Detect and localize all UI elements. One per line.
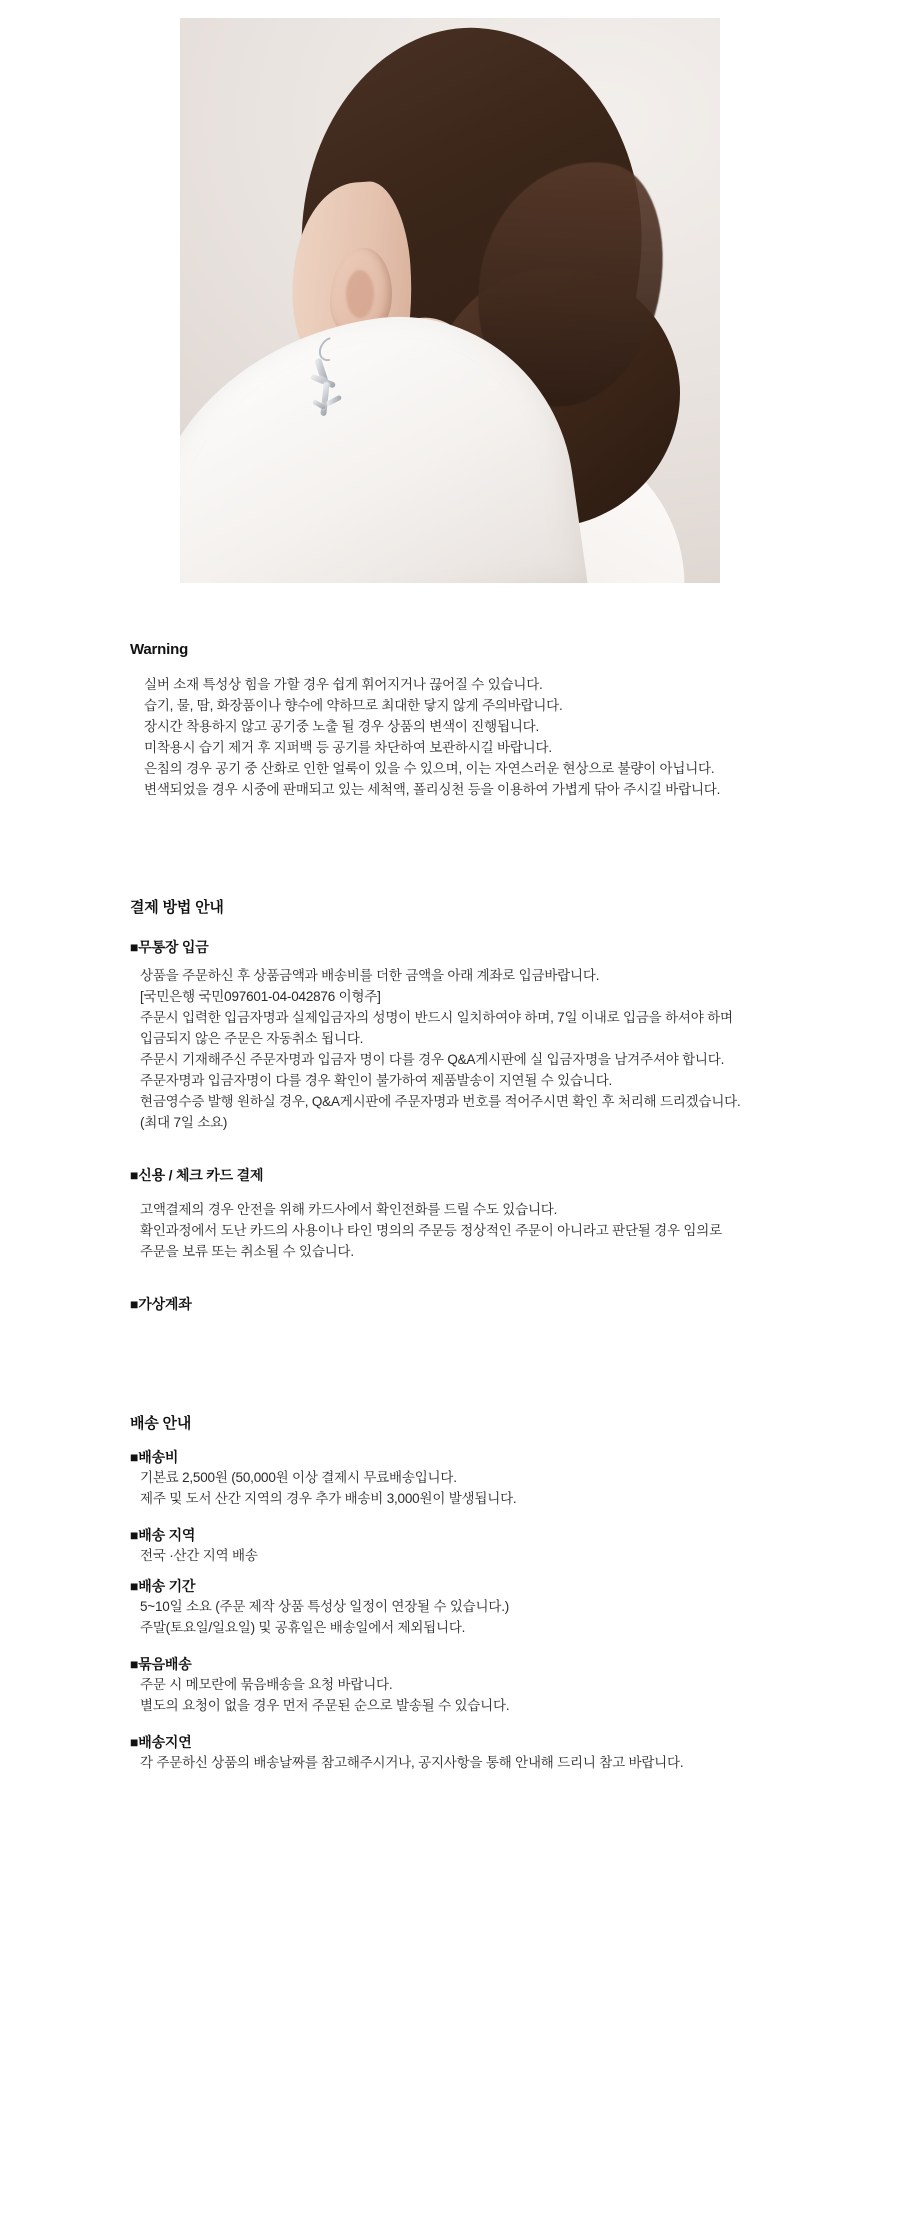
- shipping-line: 제주 및 도서 산간 지역의 경우 추가 배송비 3,000원이 발생됩니다.: [140, 1491, 517, 1506]
- shipping-line: 각 주문하신 상품의 배송날짜를 참고해주시거나, 공지사항을 통해 안내해 드리니 참고 바랍니다.: [140, 1755, 684, 1770]
- detail-text-content: [130, 583, 770, 1815]
- shipping-line: 주문 시 메모란에 묶음배송을 요청 바랍니다.: [140, 1677, 393, 1692]
- payment-line: 상품을 주문하신 후 상품금액과 배송비를 더한 금액을 아래 계좌로 입금바랍니다.: [140, 968, 600, 983]
- ear-inner: [346, 270, 374, 318]
- shipping-block-heading: ■배송비: [130, 1449, 179, 1465]
- shipping-block-heading: ■배송지연: [130, 1734, 192, 1750]
- shipping-block-lines: [130, 1596, 770, 1638]
- warning-line: 변색되었을 경우 시중에 판매되고 있는 세척액, 폴리싱천 등을 이용하여 가볍게 닦아 주시길 바랍니다.: [144, 782, 721, 797]
- shipping-block-heading: ■묶음배송: [130, 1656, 192, 1672]
- shipping-block-lines: [130, 1467, 770, 1509]
- payment-block-card: [130, 1165, 770, 1262]
- shipping-block-area: [130, 1525, 770, 1566]
- payment-block-lines: [130, 965, 770, 1133]
- warning-line: 장시간 착용하지 않고 공기중 노출 될 경우 상품의 변색이 진행됩니다.: [144, 719, 540, 734]
- shipping-block-lines: [130, 1752, 770, 1773]
- shipping-block-delay: [130, 1732, 770, 1773]
- warning-line: 습기, 물, 땀, 화장품이나 향수에 약하므로 최대한 닿지 않게 주의바랍니다.: [144, 698, 563, 713]
- payment-line: [국민은행 국민097601-04-042876 이형주]: [140, 989, 381, 1004]
- shipping-line: 기본료 2,500원 (50,000원 이상 결제시 무료배송입니다.: [140, 1470, 457, 1485]
- payment-block-heading: ■신용 / 체크 카드 결제: [130, 1167, 264, 1183]
- shipping-block-lines: [130, 1674, 770, 1716]
- payment-line: 주문시 입력한 입금자명과 실제입금자의 성명이 반드시 일치하여야 하며, 7일 이내로 입금을 하셔야 하며: [140, 1010, 733, 1025]
- warning-title: Warning: [130, 641, 189, 658]
- earring-charm-icon: [308, 358, 344, 422]
- warning-section: [130, 641, 770, 800]
- shipping-block-bundle: [130, 1654, 770, 1716]
- shipping-block-lines: [130, 1545, 770, 1566]
- warning-line: 은침의 경우 공기 중 산화로 인한 얼룩이 있을 수 있으며, 이는 자연스러운 현상으로 불량이 아닙니다.: [144, 761, 715, 776]
- payment-title: 결제 방법 안내: [130, 899, 224, 916]
- payment-line: 입금되지 않은 주문은 자동취소 됩니다.: [140, 1031, 364, 1046]
- shipping-section: [130, 1412, 770, 1773]
- payment-line: 주문을 보류 또는 취소될 수 있습니다.: [140, 1244, 354, 1259]
- payment-block-heading: ■무통장 입금: [130, 939, 209, 955]
- shipping-line: 주말(토요일/일요일) 및 공휴일은 배송일에서 제외됩니다.: [140, 1620, 466, 1635]
- payment-block-lines: [130, 1199, 770, 1262]
- shipping-line: 별도의 요청이 없을 경우 먼저 주문된 순으로 발송될 수 있습니다.: [140, 1698, 510, 1713]
- payment-line: 고액결제의 경우 안전을 위해 카드사에서 확인전화를 드릴 수도 있습니다.: [140, 1202, 558, 1217]
- shipping-line: 5~10일 소요 (주문 제작 상품 특성상 일정이 연장될 수 있습니다.): [140, 1599, 510, 1614]
- shipping-block-period: [130, 1576, 770, 1638]
- payment-block-virtual-account: [130, 1294, 770, 1314]
- shipping-block-heading: ■배송 기간: [130, 1578, 196, 1594]
- payment-line: 주문자명과 입금자명이 다를 경우 확인이 불가하여 제품발송이 지연될 수 있습니다.: [140, 1073, 613, 1088]
- shipping-block-fee: [130, 1447, 770, 1509]
- payment-line: 확인과정에서 도난 카드의 사용이나 타인 명의의 주문등 정상적인 주문이 아니라고 판단될 경우 임의로: [140, 1223, 722, 1238]
- warning-line: 미착용시 습기 제거 후 지퍼백 등 공기를 차단하여 보관하시길 바랍니다.: [144, 740, 552, 755]
- payment-line: 현금영수증 발행 원하실 경우, Q&A게시판에 주문자명과 번호를 적어주시면 확인 후 처리해 드리겠습니다.: [140, 1094, 741, 1109]
- payment-line: (최대 7일 소요): [140, 1115, 228, 1130]
- shipping-title: 배송 안내: [130, 1415, 192, 1432]
- hero-image-section: [0, 0, 900, 583]
- shipping-block-heading: ■배송 지역: [130, 1527, 196, 1543]
- warning-lines: [130, 674, 770, 800]
- payment-section: [130, 896, 770, 1314]
- payment-block-bank-transfer: [130, 937, 770, 1133]
- warning-line: 실버 소재 특성상 힘을 가할 경우 쉽게 휘어지거나 끊어질 수 있습니다.: [144, 677, 543, 692]
- shipping-line: 전국 ·산간 지역 배송: [140, 1548, 258, 1563]
- payment-block-heading: ■가상계좌: [130, 1296, 192, 1312]
- product-photo: [180, 18, 720, 583]
- payment-line: 주문시 기재해주신 주문자명과 입금자 명이 다를 경우 Q&A게시판에 실 입금자명을 남겨주셔야 합니다.: [140, 1052, 725, 1067]
